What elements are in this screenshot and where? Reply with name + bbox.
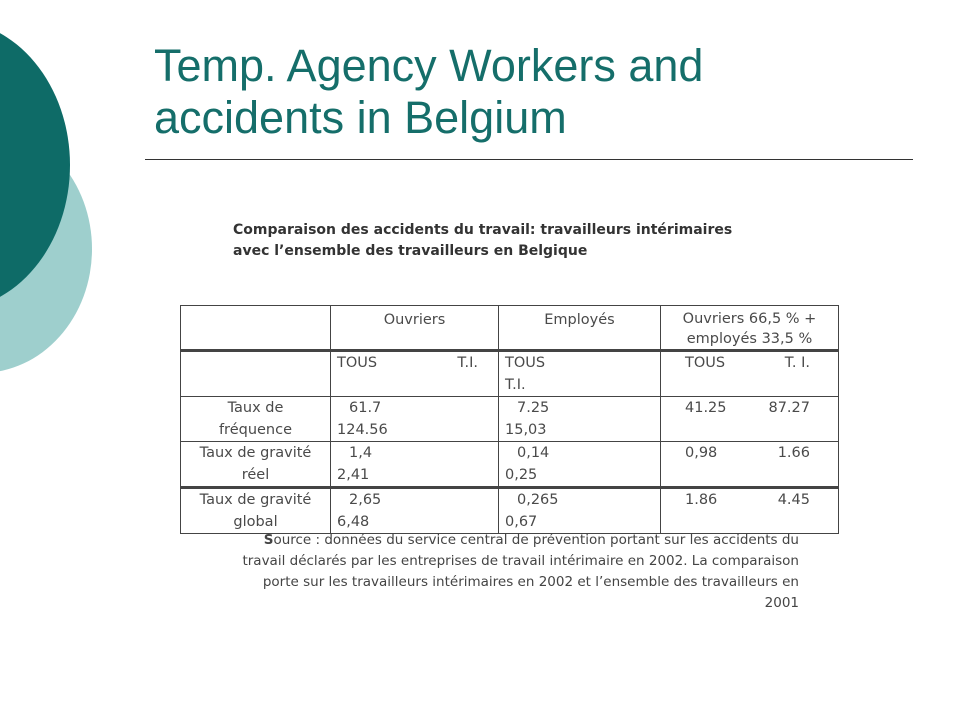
value-ouvriers-tous: 1,4	[349, 445, 373, 461]
subheader-total-tous: TOUS	[685, 355, 726, 371]
slide-title-line-1: Temp. Agency Workers and	[154, 40, 704, 91]
subheader-total-ti: T. I.	[784, 355, 810, 371]
row-label-line-1: Taux de gravité	[199, 445, 312, 461]
source-line-3: porte sur les travailleurs intérimaires en 2002 et l’ensemble des travailleurs en	[262, 574, 799, 590]
source-line-4: 2001	[764, 595, 799, 611]
cell-employes	[499, 442, 661, 488]
header-ouvriers: Ouvriers	[331, 306, 499, 351]
subheader-ouvriers	[331, 351, 499, 397]
source-lead-letter: S	[263, 532, 274, 548]
value-total-tous: 41.25	[685, 400, 727, 416]
cell-employes	[499, 488, 661, 534]
row-label-line-2: global	[233, 514, 278, 530]
figure-caption-line-1: Comparaison des accidents du travail: travailleurs intérimaires	[233, 222, 733, 238]
cell-ouvriers	[331, 397, 499, 442]
figure-caption-line-2: avec l’ensemble des travailleurs en Belgique	[233, 243, 588, 259]
value-ouvriers-ti: 6,48	[337, 514, 370, 530]
subheader-employes	[499, 351, 661, 397]
value-employes-tous: 0,14	[517, 445, 550, 461]
row-label	[181, 488, 331, 534]
row-label	[181, 397, 331, 442]
subheader-ouvriers-tous: TOUS	[337, 355, 378, 371]
cell-total	[661, 442, 839, 488]
value-ouvriers-ti: 2,41	[337, 467, 370, 483]
header-employes: Employés	[499, 306, 661, 351]
value-total-ti: 1.66	[777, 445, 810, 461]
figure-caption	[233, 220, 793, 262]
accident-comparison-table	[180, 305, 839, 534]
value-ouvriers-ti: 124.56	[337, 422, 388, 438]
value-total-ti: 87.27	[768, 400, 810, 416]
table-header-row	[181, 306, 839, 351]
value-employes-tous: 7.25	[517, 400, 550, 416]
value-employes-ti: 0,67	[505, 514, 538, 530]
value-total-ti: 4.45	[777, 492, 810, 508]
table-row	[181, 442, 839, 488]
header-total	[661, 306, 839, 351]
cell-employes	[499, 397, 661, 442]
cell-total	[661, 488, 839, 534]
subheader-employes-tous: TOUS	[505, 355, 546, 371]
slide-title-line-2: accidents in Belgium	[154, 92, 567, 143]
cell-total	[661, 397, 839, 442]
subheader-total	[661, 351, 839, 397]
value-employes-tous: 0,265	[517, 492, 559, 508]
empty-corner-cell	[181, 306, 331, 351]
slide-title	[154, 40, 914, 144]
title-divider	[145, 159, 913, 160]
source-line-1-text: ource : données du service central de prévention portant sur les accidents du	[273, 532, 799, 548]
row-label-line-1: Taux de gravité	[199, 492, 312, 508]
table-row	[181, 488, 839, 534]
value-employes-ti: 0,25	[505, 467, 538, 483]
table-row	[181, 397, 839, 442]
subheader-employes-ti: T.I.	[505, 377, 526, 393]
subheader-ouvriers-ti: T.I.	[457, 355, 478, 371]
header-total-line-2: employés 33,5 %	[686, 331, 813, 347]
row-label	[181, 442, 331, 488]
value-total-tous: 1.86	[685, 492, 718, 508]
value-ouvriers-tous: 61.7	[349, 400, 382, 416]
empty-subheader-cell	[181, 351, 331, 397]
value-total-tous: 0,98	[685, 445, 718, 461]
row-label-line-1: Taux de	[227, 400, 284, 416]
row-label-line-2: réel	[241, 467, 270, 483]
source-line-1	[233, 530, 799, 551]
value-employes-ti: 15,03	[505, 422, 547, 438]
header-total-line-1: Ouvriers 66,5 % +	[682, 311, 817, 327]
source-note	[233, 530, 799, 614]
value-ouvriers-tous: 2,65	[349, 492, 382, 508]
source-line-2: travail déclarés par les entreprises de travail intérimaire en 2002. La comparaison	[242, 553, 799, 569]
cell-ouvriers	[331, 442, 499, 488]
cell-ouvriers	[331, 488, 499, 534]
row-label-line-2: fréquence	[218, 422, 293, 438]
table-subheader-row	[181, 351, 839, 397]
